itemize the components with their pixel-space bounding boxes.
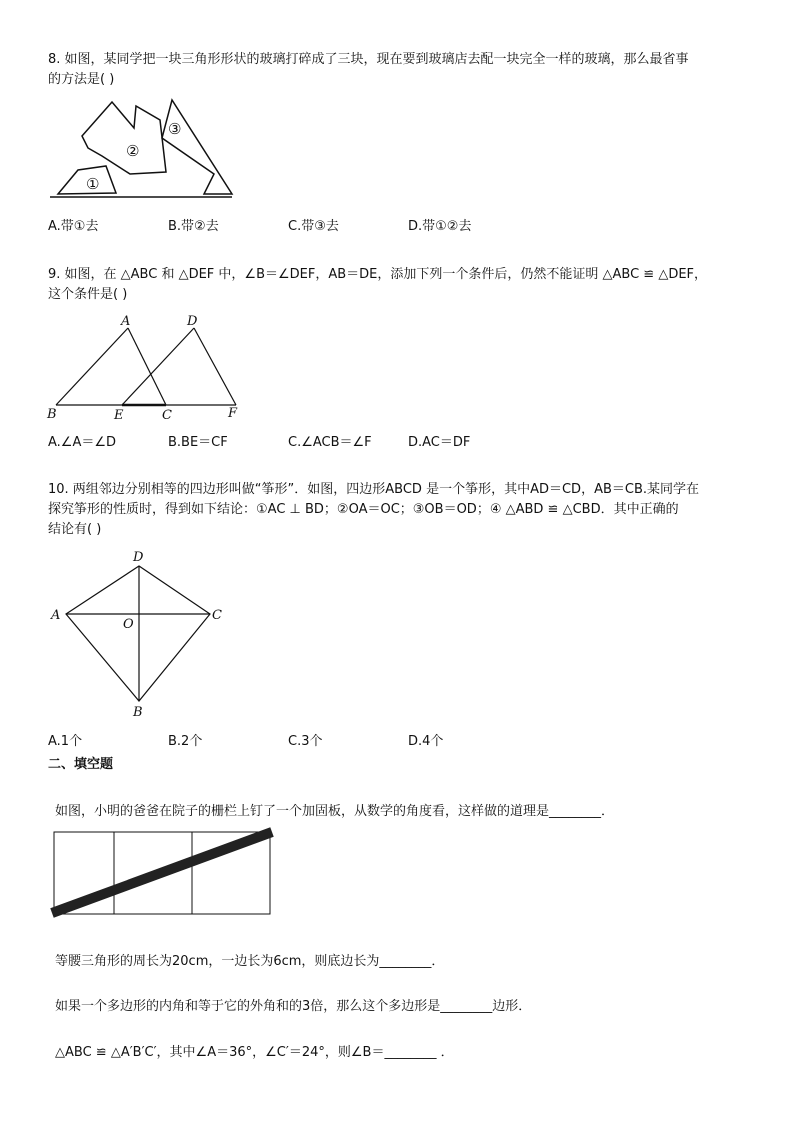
q10-label-c: C [212,608,222,623]
q10-option-d[interactable]: D.4个 [408,734,444,749]
q10-option-c[interactable]: C.3个 [288,734,323,749]
q8-piece-1-label: ① [86,175,100,193]
q9-label-c: C [162,408,172,423]
q10-kite-figure [44,546,244,726]
q9-option-c[interactable]: C.∠ACB＝∠F [288,435,372,450]
f1-fence-figure [48,826,278,921]
f4-stem: △ABC ≌ △A′B′C′，其中∠A＝36°，∠C′＝24°，则∠B＝________ ． [55,1045,454,1060]
q10-label-d: D [133,550,144,565]
q10-option-a[interactable]: A.1个 [48,734,83,749]
q9-label-a: A [121,314,131,329]
q10-stem-line2: 探究筝形的性质时，得到如下结论：①AC ⊥ BD；②OA＝OC；③OB＝OD；④ △ABD ≌ △CBD．其中正确的 [48,502,679,517]
q8-piece-2-label: ② [126,142,140,160]
q8-piece-2 [82,102,166,174]
q10-label-b: B [133,705,143,720]
q10-stem-line3: 结论有( ) [48,522,102,537]
q9-option-d[interactable]: D.AC＝DF [408,435,471,450]
q10-option-b[interactable]: B.2个 [168,734,203,749]
f1-stem: 如图，小明的爸爸在院子的栅栏上钉了一个加固板，从数学的角度看，这样做的道理是________． [55,804,615,819]
q9-triangles-figure [44,312,254,422]
q9-label-d: D [187,314,198,329]
f3-stem: 如果一个多边形的内角和等于它的外角和的3倍，那么这个多边形是________边形． [55,999,532,1014]
q9-label-f: F [228,406,238,421]
section-title-fill-in: 二、填空题 [48,757,114,772]
q8-piece-3-label: ③ [168,120,182,138]
q10-label-a: A [51,608,61,623]
f1-brace-board [52,832,272,913]
q8-glass-figure [44,96,244,206]
q8-option-b[interactable]: B.带②去 [168,219,219,234]
q9-label-e: E [114,408,124,423]
f2-stem: 等腰三角形的周长为20cm，一边长为6cm，则底边长为________． [55,954,445,969]
q9-option-b[interactable]: B.BE＝CF [168,435,228,450]
q10-label-o: O [123,617,134,632]
q8-stem-line2: 的方法是( ) [48,72,115,87]
q8-option-a[interactable]: A.带①去 [48,219,99,234]
q10-stem-line1: 10. 两组邻边分别相等的四边形叫做“筝形”．如图，四边形ABCD 是一个筝形，其中AD＝CD，AB＝CB.某同学在 [48,482,700,497]
q9-stem-line1: 9. 如图，在 △ABC 和 △DEF 中，∠B＝∠DEF，AB＝DE，添加下列一个条件后，仍然不能证明 △ABC ≌ △DEF， [48,267,708,282]
q9-label-b: B [47,407,57,422]
q8-option-d[interactable]: D.带①②去 [408,219,472,234]
q8-piece-3 [162,100,232,194]
q8-option-c[interactable]: C.带③去 [288,219,339,234]
q9-option-a[interactable]: A.∠A＝∠D [48,435,117,450]
q9-stem-line2: 这个条件是( ) [48,287,128,302]
q10-kite-outline [66,566,210,701]
q8-stem-line1: 8. 如图，某同学把一块三角形形状的玻璃打碎成了三块，现在要到玻璃店去配一块完全一样的玻璃，那么最省事 [48,52,689,67]
